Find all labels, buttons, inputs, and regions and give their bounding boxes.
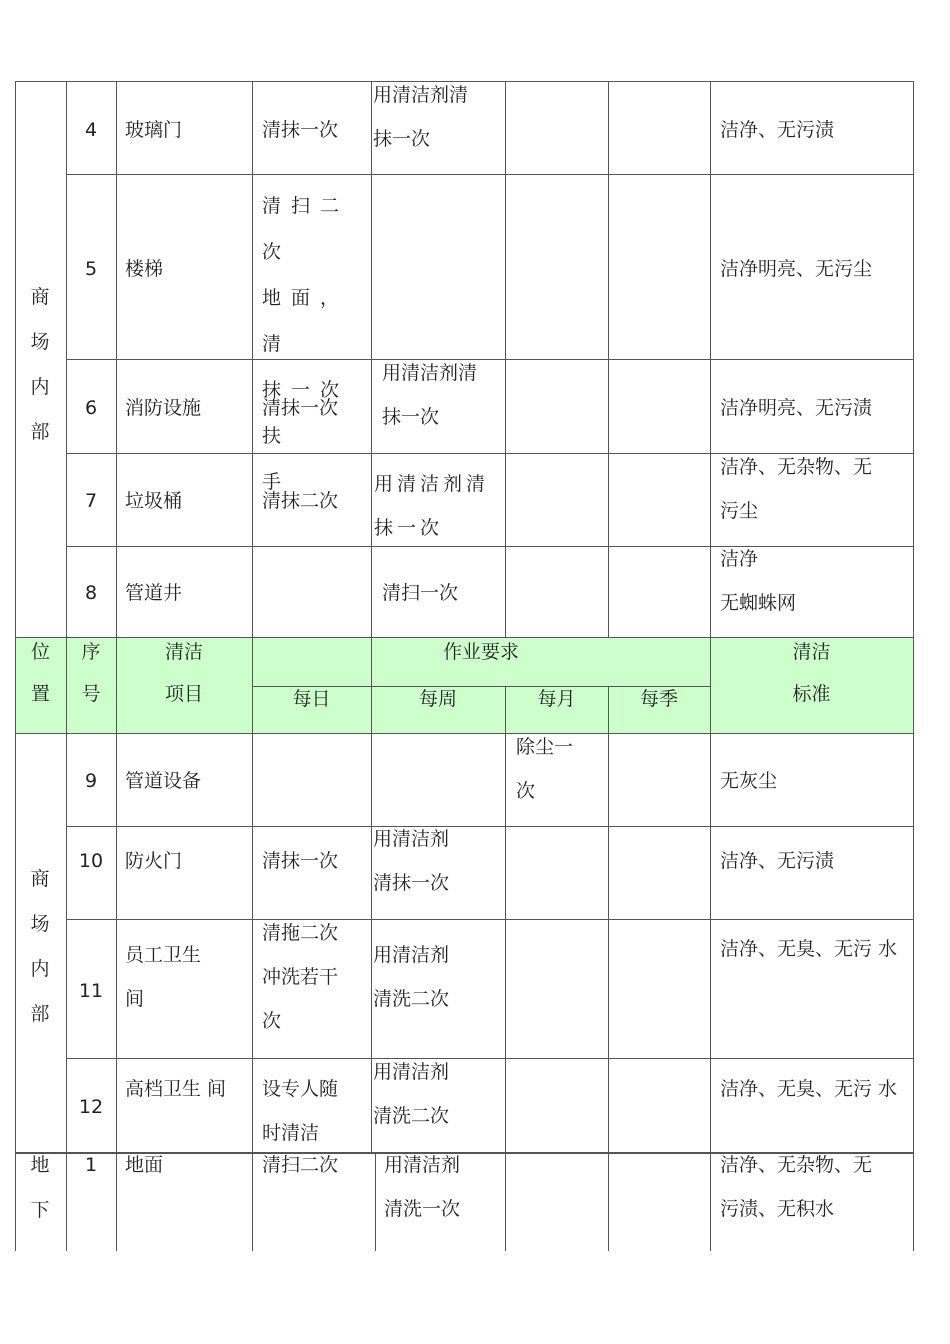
row-divider — [66, 826, 914, 827]
row-standard: 洁净、无杂物、无 污渍、无积水 — [720, 1154, 873, 1220]
col-border — [913, 81, 914, 1251]
col-border — [505, 81, 506, 637]
header-bottom-border — [15, 733, 914, 734]
row-standard: 洁净明亮、无污渍 — [720, 397, 873, 419]
row-weekly: 用清洁剂 清洗二次 — [373, 944, 450, 1010]
row-item: 消防设施 — [125, 397, 202, 419]
row-weekly: 用清洁剂 清洗一次 — [384, 1154, 461, 1220]
row-daily: 清抹一次 — [262, 119, 339, 141]
header-standard: 清洁 标准 — [792, 641, 831, 705]
row-number: 8 — [84, 582, 98, 604]
col-border — [608, 686, 609, 1251]
row-divider — [66, 1058, 914, 1059]
row-standard: 洁净、无臭、无污 水 — [720, 1078, 898, 1100]
row-number: 11 — [78, 980, 104, 1002]
row-daily: 清扫二次 — [262, 1154, 339, 1176]
col-border — [371, 686, 372, 1152]
row-item: 管道设备 — [125, 770, 202, 792]
header-daily: 每日 — [292, 688, 331, 710]
row-number: 9 — [84, 770, 98, 792]
row-daily: 设专人随 时清洁 — [262, 1078, 339, 1144]
header-requirement: 作业要求 — [442, 641, 519, 663]
header-seq: 序 号 — [81, 641, 101, 705]
row-divider — [66, 174, 914, 175]
row-standard: 无灰尘 — [720, 770, 778, 792]
row-standard: 洁净明亮、无污尘 — [720, 258, 873, 280]
row-daily: 清抹一次 — [262, 397, 339, 419]
row-item: 防火门 — [125, 850, 183, 872]
row-item: 员工卫生 间 — [125, 944, 202, 1010]
row-item: 高档卫生 间 — [125, 1078, 227, 1100]
row-weekly: 清扫一次 — [382, 582, 459, 604]
header-item: 清洁 项目 — [164, 641, 203, 705]
header-position: 位 置 — [30, 641, 50, 705]
row-item: 垃圾桶 — [125, 490, 183, 512]
row-standard: 洁净、无杂物、无 污尘 — [720, 456, 873, 522]
row-daily: 清抹二次 — [262, 490, 339, 512]
row-divider — [66, 919, 914, 920]
row-monthly: 除尘一 次 — [516, 736, 574, 802]
header-quarterly: 每季 — [639, 688, 678, 710]
row-weekly: 用清洁剂 清洗二次 — [373, 1061, 450, 1127]
row-weekly: 用清洁剂清 抹一次 — [374, 473, 490, 539]
row-divider — [66, 359, 914, 360]
row-weekly: 用清洁剂 清抹一次 — [373, 828, 450, 894]
row-item: 楼梯 — [125, 258, 164, 280]
location-label: 商 场 内 部 — [30, 868, 50, 1025]
row-weekly: 用清洁剂清 抹一次 — [382, 362, 478, 428]
row-standard: 洁净、无污渍 — [720, 850, 835, 872]
row-standard: 洁净、无污渍 — [720, 119, 835, 141]
row-daily: 清抹一次 — [262, 850, 339, 872]
row-number: 6 — [84, 397, 98, 419]
header-weekly: 每周 — [418, 688, 457, 710]
row-item: 管道井 — [125, 582, 183, 604]
row-number: 5 — [84, 258, 98, 280]
row-number: 1 — [84, 1154, 98, 1176]
location-label: 商 场 内 部 — [30, 286, 50, 443]
row-daily: 清拖二次 冲洗若干 次 — [262, 922, 339, 1032]
row-number: 4 — [84, 119, 98, 141]
row-number: 12 — [78, 1096, 104, 1118]
row-item: 地面 — [125, 1154, 164, 1176]
col-border — [505, 686, 506, 1251]
row-standard: 洁净 无蜘蛛网 — [720, 548, 797, 614]
row-item: 玻璃门 — [125, 119, 183, 141]
row-weekly: 用清洁剂清 抹一次 — [373, 84, 469, 150]
row-number: 7 — [84, 490, 98, 512]
row-daily: 清扫二次 地面，清 抹一次扶 手 — [262, 195, 350, 493]
header-monthly: 每月 — [537, 688, 576, 710]
col-border — [375, 1153, 376, 1251]
row-standard: 洁净、无臭、无污 水 — [720, 938, 898, 960]
location-label: 地 下 — [30, 1154, 50, 1221]
col-border — [608, 81, 609, 637]
row-number: 10 — [78, 850, 104, 872]
